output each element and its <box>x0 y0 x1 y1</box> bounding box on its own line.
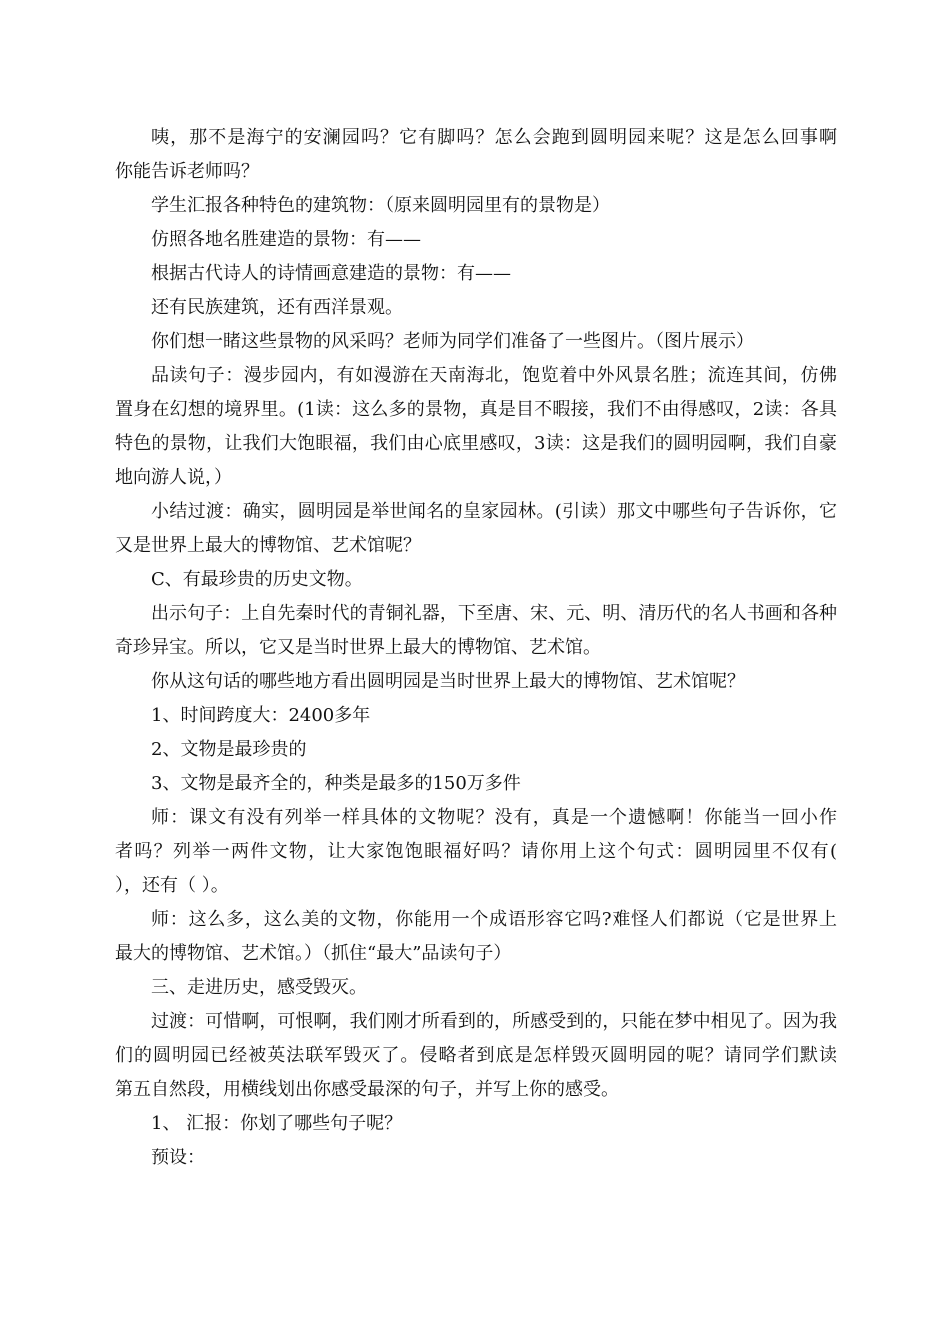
document-body <box>115 121 837 1175</box>
text-line: 1、时间跨度大：2400多年 <box>151 705 371 726</box>
text-line: 地向游人说，） <box>115 467 232 488</box>
text-line: 特色的景物，让我们大饱眼福，我们由心底里感叹，3读：这是我们的圆明园啊，我们自豪 <box>115 433 837 454</box>
text-line: ），还有（ ）。 <box>115 875 229 896</box>
text-line: 你们想一睹这些景物的风采吗？老师为同学们准备了一些图片。（图片展示） <box>151 331 754 352</box>
text-line: 置身在幻想的境界里。(1读：这么多的景物，真是目不暇接，我们不由得感叹，2读：各具 <box>115 399 837 420</box>
text-line: 预设： <box>151 1147 205 1168</box>
text-line: 咦，那不是海宁的安澜园吗？它有脚吗？怎么会跑到圆明园来呢？这是怎么回事啊 <box>151 127 837 148</box>
text-line: 还有民族建筑，还有西洋景观。 <box>151 297 403 318</box>
text-line: 1、 汇报：你划了哪些句子呢？ <box>151 1113 403 1134</box>
text-line: 3、文物是最齐全的，种类是最多的150万多件 <box>151 773 521 794</box>
text-line: 品读句子：漫步园内，有如漫游在天南海北，饱览着中外风景名胜；流连其间，仿佛 <box>151 365 837 386</box>
text-line: 你从这句话的哪些地方看出圆明园是当时世界上最大的博物馆、艺术馆呢？ <box>151 671 745 692</box>
text-line: 奇珍异宝。所以，它又是当时世界上最大的博物馆、艺术馆。 <box>115 637 601 658</box>
text-line: 仿照各地名胜建造的景物：有—— <box>151 229 421 250</box>
text-line: 最大的博物馆、艺术馆。）（抓住“最大”品读句子） <box>115 943 512 964</box>
text-line: 出示句子：上自先秦时代的青铜礼器，下至唐、宋、元、明、清历代的名人书画和各种 <box>151 603 837 624</box>
text-line: C、有最珍贵的历史文物。 <box>151 569 363 590</box>
text-line: 根据古代诗人的诗情画意建造的景物：有—— <box>151 263 511 284</box>
text-line: 们的圆明园已经被英法联军毁灭了。侵略者到底是怎样毁灭圆明园的呢？请同学们默读 <box>115 1045 837 1066</box>
text-line: 又是世界上最大的博物馆、艺术馆呢？ <box>115 535 421 556</box>
text-line: 第五自然段，用横线划出你感受最深的句子，并写上你的感受。 <box>115 1079 619 1100</box>
text-line: 过渡：可惜啊，可恨啊，我们刚才所看到的，所感受到的，只能在梦中相见了。因为我 <box>151 1011 837 1032</box>
text-line: 学生汇报各种特色的建筑物：（原来圆明园里有的景物是） <box>151 195 610 216</box>
text-line: 2、文物是最珍贵的 <box>151 739 307 760</box>
text-line: 师：课文有没有列举一样具体的文物呢？没有，真是一个遗憾啊！你能当一回小作 <box>151 807 837 828</box>
text-line: 师：这么多，这么美的文物，你能用一个成语形容它吗?难怪人们都说（它是世界上 <box>151 909 837 930</box>
text-line: 三、走进历史，感受毁灭。 <box>151 977 367 998</box>
text-line: 你能告诉老师吗？ <box>115 161 259 182</box>
text-line: 者吗？列举一两件文物，让大家饱饱眼福好吗？请你用上这个句式：圆明园里不仅有( <box>115 841 837 862</box>
text-line: 小结过渡：确实，圆明园是举世闻名的皇家园林。(引读）那文中哪些句子告诉你，它 <box>151 501 837 522</box>
